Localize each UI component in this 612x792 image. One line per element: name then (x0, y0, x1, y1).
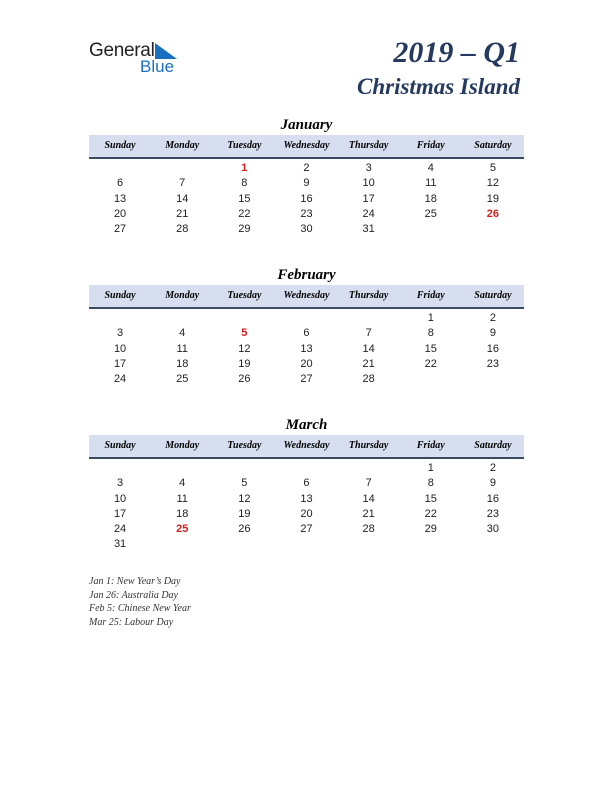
day-cell: 23 (486, 357, 500, 370)
logo-word-general: General (89, 40, 155, 61)
day-cell: 25 (424, 207, 437, 220)
day-cell: 22 (238, 207, 251, 220)
day-cell: 14 (176, 192, 189, 205)
day-cell: 24 (113, 523, 127, 536)
holiday-entry: Mar 25: Labour Day (89, 617, 174, 629)
day-cell: 28 (176, 223, 189, 236)
day-cell: 12 (238, 342, 251, 355)
day-cell: 5 (489, 162, 496, 174)
empty-day-cell (338, 311, 400, 326)
weekday-label: Monday (165, 140, 200, 151)
empty-day-cell (462, 372, 524, 387)
day-cell: 27 (300, 523, 313, 536)
day-cell: 5 (241, 327, 248, 340)
weekday-label: Monday (165, 440, 200, 451)
week-row (89, 207, 524, 222)
day-cell: 30 (486, 523, 500, 536)
day-cell: 3 (117, 477, 124, 490)
day-cell: 26 (238, 373, 251, 386)
day-cell: 9 (303, 177, 310, 190)
day-cell: 14 (362, 492, 375, 505)
day-cell: 7 (365, 327, 372, 340)
day-cell: 24 (113, 373, 127, 386)
week-row (89, 176, 524, 191)
weekday-label: Wednesday (283, 140, 330, 151)
empty-day-cell (151, 161, 213, 176)
day-cell: 8 (427, 477, 434, 490)
day-cell: 3 (117, 327, 124, 340)
weekday-label: Tuesday (227, 140, 262, 151)
weekday-label: Sunday (104, 440, 136, 451)
weekday-label: Saturday (474, 140, 512, 151)
day-cell: 7 (365, 477, 372, 490)
day-cell: 21 (176, 207, 189, 220)
week-row (89, 522, 524, 537)
day-cell: 30 (300, 223, 313, 236)
week-row (89, 357, 524, 372)
day-cell: 18 (424, 192, 437, 205)
day-cell: 9 (489, 477, 496, 490)
day-cell: 5 (241, 477, 248, 490)
day-cell: 24 (362, 207, 375, 220)
holiday-list (89, 575, 191, 630)
day-cell: 2 (489, 312, 496, 324)
week-row (89, 507, 524, 522)
empty-day-cell (275, 461, 337, 476)
weekday-label: Thursday (348, 440, 389, 451)
empty-day-cell (213, 537, 275, 552)
day-cell: 23 (486, 507, 500, 520)
holiday-entry: Feb 5: Chinese New Year (89, 603, 191, 615)
weekday-header (89, 435, 524, 459)
week-row (89, 492, 524, 507)
day-cell: 14 (362, 342, 375, 355)
weekday-label: Saturday (474, 290, 512, 301)
weekday-label: Tuesday (227, 290, 262, 301)
day-cell: 17 (113, 507, 127, 520)
day-cell: 29 (238, 223, 251, 236)
empty-day-cell (338, 537, 400, 552)
logo-word-blue: Blue (140, 57, 175, 76)
day-cell: 19 (486, 192, 500, 205)
weekday-header (89, 285, 524, 309)
empty-day-cell (151, 537, 213, 552)
day-cell: 27 (113, 223, 127, 236)
page-title: 2019 – Q1 (393, 36, 520, 69)
day-cell: 12 (238, 492, 251, 505)
day-cell: 20 (300, 507, 313, 520)
day-cell: 22 (424, 507, 437, 520)
empty-day-cell (462, 222, 524, 237)
month-march (89, 416, 524, 553)
empty-day-cell (151, 311, 213, 326)
empty-day-cell (275, 311, 337, 326)
day-cell: 13 (300, 342, 313, 355)
day-cell: 27 (300, 373, 313, 386)
week-row (89, 326, 524, 341)
month-january (89, 116, 524, 237)
day-cell: 6 (303, 477, 310, 490)
day-cell: 2 (303, 162, 310, 174)
day-cell: 25 (176, 523, 189, 536)
day-cell: 26 (486, 207, 500, 220)
week-row (89, 461, 524, 476)
day-cell: 6 (117, 177, 124, 190)
generalblue-logo (89, 40, 189, 76)
day-cell: 8 (427, 327, 434, 340)
week-row (89, 476, 524, 491)
day-cell: 11 (176, 492, 188, 505)
day-cell: 23 (300, 207, 313, 220)
day-cell: 17 (362, 192, 375, 205)
day-cell: 25 (176, 373, 189, 386)
day-cell: 9 (489, 327, 496, 340)
day-cell: 15 (424, 492, 437, 505)
weekday-label: Friday (416, 140, 445, 151)
day-cell: 16 (486, 492, 500, 505)
week-row (89, 342, 524, 357)
day-cell: 1 (427, 462, 434, 474)
weekday-label: Wednesday (283, 440, 330, 451)
weekday-label: Monday (165, 290, 200, 301)
weekday-label: Friday (416, 290, 445, 301)
day-cell: 13 (300, 492, 313, 505)
empty-day-cell (151, 461, 213, 476)
empty-day-cell (462, 537, 524, 552)
day-cell: 12 (486, 177, 500, 190)
day-cell: 15 (238, 192, 251, 205)
weekday-label: Sunday (104, 290, 136, 301)
day-cell: 6 (303, 327, 310, 340)
weekday-label: Tuesday (227, 440, 262, 451)
day-cell: 26 (238, 523, 251, 536)
day-cell: 1 (427, 312, 434, 324)
empty-day-cell (89, 161, 151, 176)
weekday-label: Sunday (104, 140, 136, 151)
day-cell: 11 (425, 177, 437, 190)
month-february (89, 266, 524, 387)
weekday-label: Thursday (348, 140, 389, 151)
week-row (89, 222, 524, 237)
holiday-entry: Jan 26: Australia Day (89, 589, 178, 601)
week-row (89, 372, 524, 387)
week-row (89, 311, 524, 326)
day-cell: 28 (362, 523, 375, 536)
page-subtitle: Christmas Island (357, 74, 520, 99)
day-cell: 16 (300, 192, 313, 205)
day-cell: 21 (362, 507, 375, 520)
month-name: January (280, 117, 333, 133)
day-cell: 20 (300, 357, 313, 370)
day-cell: 10 (362, 177, 375, 190)
empty-day-cell (400, 537, 462, 552)
day-cell: 19 (238, 357, 251, 370)
empty-day-cell (338, 461, 400, 476)
weekday-label: Wednesday (283, 290, 330, 301)
day-cell: 10 (113, 342, 127, 355)
day-cell: 31 (362, 223, 375, 236)
day-cell: 7 (179, 177, 186, 190)
empty-day-cell (213, 461, 275, 476)
day-cell: 4 (427, 162, 434, 174)
day-cell: 22 (424, 357, 437, 370)
day-cell: 18 (176, 357, 189, 370)
day-cell: 18 (176, 507, 189, 520)
empty-day-cell (275, 537, 337, 552)
day-cell: 4 (179, 327, 186, 340)
empty-day-cell (213, 311, 275, 326)
empty-day-cell (89, 461, 151, 476)
day-cell: 21 (362, 357, 375, 370)
day-cell: 19 (238, 507, 251, 520)
weekday-label: Saturday (474, 440, 512, 451)
empty-day-cell (400, 222, 462, 237)
weekday-header (89, 135, 524, 159)
day-cell: 4 (179, 477, 186, 490)
day-cell: 13 (113, 192, 127, 205)
day-cell: 11 (176, 342, 188, 355)
month-name: February (277, 267, 336, 283)
week-row (89, 192, 524, 207)
empty-day-cell (400, 372, 462, 387)
day-cell: 20 (113, 207, 127, 220)
month-name: March (285, 417, 328, 433)
holiday-entry: Jan 1: New Year’s Day (89, 576, 181, 587)
day-cell: 8 (241, 177, 248, 190)
day-cell: 1 (241, 162, 248, 174)
day-cell: 15 (424, 342, 437, 355)
day-cell: 31 (113, 538, 127, 551)
day-cell: 28 (362, 373, 375, 386)
week-row (89, 161, 524, 176)
day-cell: 10 (113, 492, 127, 505)
week-row (89, 537, 524, 552)
day-cell: 17 (113, 357, 127, 370)
day-cell: 2 (489, 462, 496, 474)
weekday-label: Thursday (348, 290, 389, 301)
day-cell: 3 (365, 162, 372, 174)
day-cell: 16 (486, 342, 500, 355)
empty-day-cell (89, 311, 151, 326)
day-cell: 29 (424, 523, 437, 536)
weekday-label: Friday (416, 440, 445, 451)
